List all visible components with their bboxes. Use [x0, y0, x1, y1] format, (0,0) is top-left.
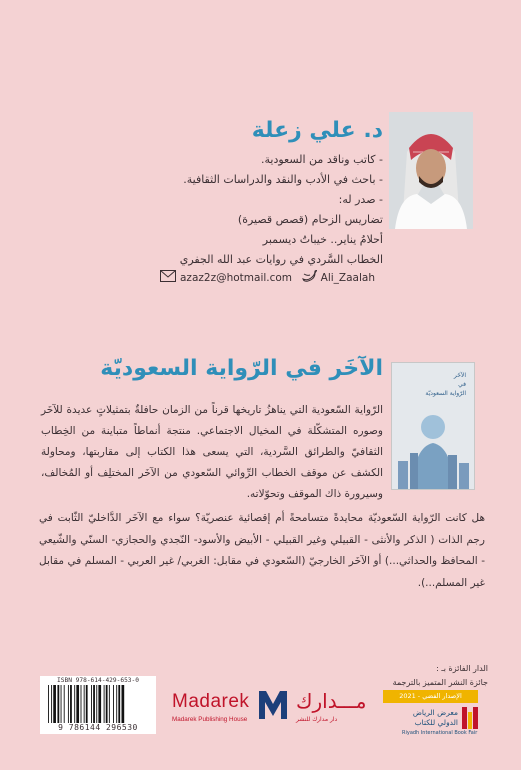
thumb-title-line: في: [458, 381, 466, 388]
award-badge: الإصدار الفضي - 2021: [383, 690, 478, 703]
award-name: جائزة النشر المتميز بالترجمة: [392, 678, 488, 687]
publisher-sub-ar: دار مدارك للنشر: [296, 716, 338, 723]
bio-line: تضاريس الزحام (قصص قصيرة): [237, 213, 383, 226]
isbn-text: ISBN 978-614-429-653-0: [57, 677, 139, 684]
barcode-number: 9 786144 296530: [58, 723, 138, 732]
publisher-house: Madarek Publishing House: [172, 716, 248, 723]
book-cover-thumbnail: [391, 362, 475, 490]
bio-line: أحلامُ يناير.. خيباتُ ديسمبر: [262, 233, 383, 246]
author-bio: [93, 150, 383, 270]
author-name: د. علي زعلة: [251, 118, 383, 143]
twitter-contact: [302, 270, 375, 285]
publisher-name-ar: مـــدارك: [296, 689, 367, 713]
book-fair-name-en: Riyadh International Book Fair: [402, 730, 478, 736]
author-photo: [389, 112, 473, 229]
envelope-icon: [160, 270, 176, 285]
email-contact: [160, 270, 292, 285]
book-title: الآخَر في الرّواية السعوديّة: [100, 356, 383, 381]
twitter-bird-icon: [302, 270, 317, 285]
bio-line: - باحث في الأدب والنقد والدراسات الثقافية.: [183, 173, 383, 186]
isbn-barcode: [40, 676, 156, 734]
author-contacts: [160, 270, 375, 292]
cover-figure-illustration: [392, 403, 474, 489]
email-text: azaz2z@hotmail.com: [180, 271, 293, 284]
book-description-2: هل كانت الرّواية السّعوديّة محايدةً متسامحةً أم إقصائية عنصريّة؟ سواء مع الآخَر الدَّاخليّ الثّابت في رجم الذات ( الذكر والأنثى - القبيلي وغير القبيلي - الأبيض والأسود- النّجدي والحجازي- السنّي والشّيعي - المحافظ والحداثي...) أو الآخَر الخارجيّ (السّعودي في مقابل: الغربي/ غير العربي - المسلم في مقابل غير المسلم...).: [39, 512, 485, 589]
bio-line: الخطاب السَّردي في روايات عبد الله الجفري: [179, 253, 383, 266]
thumb-title-line: الرّواية السعوديّة: [425, 390, 466, 397]
book-fair-logo-icon: [462, 707, 478, 729]
thumb-title-line: الآخَر: [453, 372, 466, 379]
bio-line: - صدر له:: [338, 193, 383, 206]
bio-line: - كاتب وناقد من السعودية.: [261, 153, 383, 166]
book-fair-name-ar-1: معرض الرياض: [412, 708, 458, 717]
publisher-name-en: Madarek: [172, 691, 250, 712]
book-fair-name-ar-2: الدولي للكتاب: [414, 718, 458, 727]
twitter-handle: Ali_Zaalah: [320, 271, 375, 284]
book-description-1: الرّواية السّعودية التي يناهزُ تاريخها قرناً من الزمان حافلةٌ بتمثيلاتٍ عديدة للآخَر وصوره المتشكّلة في المخيال الاجتماعي. منتجة أنماطاً متباينة من الخِطاب الثقافيّ والطرائق السَّردية، التي يسعى هذا الكتاب إلى مقاربتها، ومحاولة الكشف عن موقف الخطاب الرِّوائي السّعودي من الآخَر المختلِف أو المُخالف، وسيرورة ذاك الموقف وتحوّلاته.: [41, 404, 383, 500]
madarek-m-logo-icon: [258, 690, 288, 720]
award-label: الدار الفائزة بـ :: [436, 664, 488, 673]
barcode-bars: [48, 685, 148, 723]
